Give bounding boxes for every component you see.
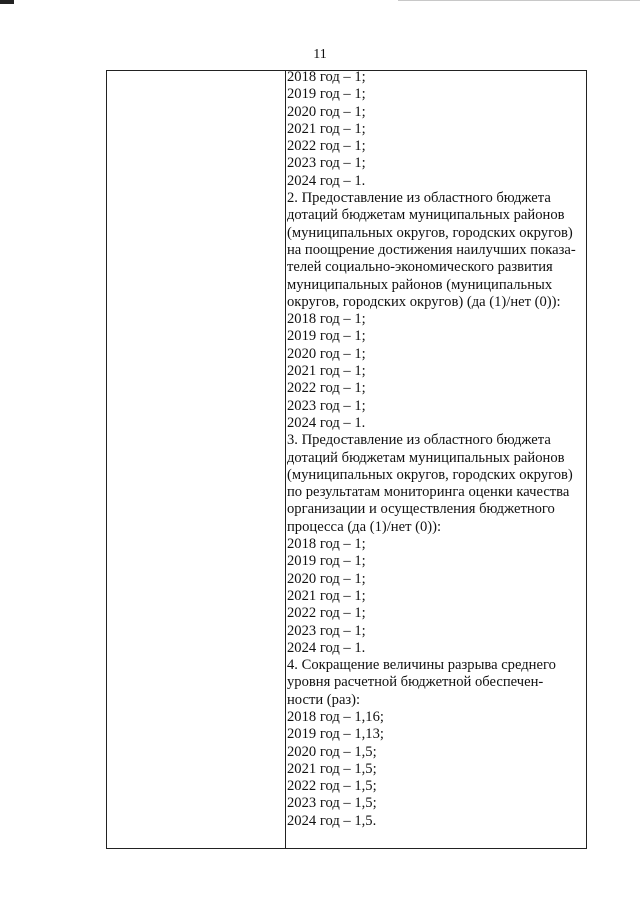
- text-line: 2020 год – 1;: [287, 345, 366, 362]
- column-divider: [285, 71, 286, 848]
- text-line: уровня расчетной бюджетной обеспечен-: [287, 674, 544, 691]
- text-line: 2019 год – 1;: [287, 553, 366, 570]
- text-line: 2023 год – 1,5;: [287, 795, 377, 812]
- text-line: 2024 год – 1,5.: [287, 812, 377, 829]
- text-line: организации и осуществления бюджетного: [287, 501, 555, 518]
- page-number: 11: [313, 47, 327, 62]
- text-line: 2021 год – 1;: [287, 587, 366, 604]
- text-line: муниципальных районов (муниципальных: [287, 276, 553, 293]
- text-line: по результатам мониторинга оценки качества: [287, 484, 570, 501]
- text-line: 2020 год – 1,5;: [287, 743, 377, 760]
- text-line: 2020 год – 1;: [287, 570, 366, 587]
- table-left-cell: [107, 71, 285, 848]
- text-line: 4. Сокращение величины разрыва среднего: [287, 657, 556, 674]
- scan-edge-line: [398, 0, 640, 1]
- text-line: 2019 год – 1;: [287, 328, 366, 345]
- text-line: 2021 год – 1;: [287, 363, 366, 380]
- text-line: ности (раз):: [287, 691, 361, 708]
- text-line: (муниципальных округов, городских округов): [287, 466, 573, 483]
- text-line: 2021 год – 1;: [287, 120, 366, 137]
- text-line: округов, городских округов) (да (1)/нет (0)):: [287, 293, 561, 310]
- text-line: дотаций бюджетам муниципальных районов: [287, 449, 565, 466]
- text-line: 2019 год – 1;: [287, 86, 366, 103]
- text-line: 2018 год – 1;: [287, 69, 366, 85]
- text-line: процесса (да (1)/нет (0)):: [287, 518, 442, 535]
- text-line: телей социально-экономического развития: [287, 259, 553, 276]
- table-right-cell: [287, 69, 582, 830]
- document-table: [106, 70, 587, 849]
- text-line: 2023 год – 1;: [287, 397, 366, 414]
- text-line: 2023 год – 1;: [287, 622, 366, 639]
- text-line: 2018 год – 1;: [287, 536, 366, 553]
- text-line: 2022 год – 1;: [287, 605, 366, 622]
- text-line: 2022 год – 1;: [287, 138, 366, 155]
- text-line: 3. Предоставление из областного бюджета: [287, 432, 551, 449]
- text-line: 2024 год – 1.: [287, 639, 366, 656]
- text-line: дотаций бюджетам муниципальных районов: [287, 207, 565, 224]
- text-line: 2022 год – 1;: [287, 380, 366, 397]
- text-line: 2021 год – 1,5;: [287, 760, 377, 777]
- text-line: 2018 год – 1;: [287, 311, 366, 328]
- text-line: 2018 год – 1,16;: [287, 708, 384, 725]
- text-line: 2019 год – 1,13;: [287, 726, 384, 743]
- text-line: (муниципальных округов, городских округов): [287, 224, 573, 241]
- text-line: 2022 год – 1,5;: [287, 778, 377, 795]
- text-line: на поощрение достижения наилучших показа-: [287, 241, 576, 258]
- text-line: 2024 год – 1.: [287, 172, 366, 189]
- text-line: 2024 год – 1.: [287, 414, 366, 431]
- scan-edge-mark: [0, 0, 14, 4]
- text-line: 2023 год – 1;: [287, 155, 366, 172]
- text-line: 2. Предоставление из областного бюджета: [287, 190, 551, 207]
- text-line: 2020 год – 1;: [287, 103, 366, 120]
